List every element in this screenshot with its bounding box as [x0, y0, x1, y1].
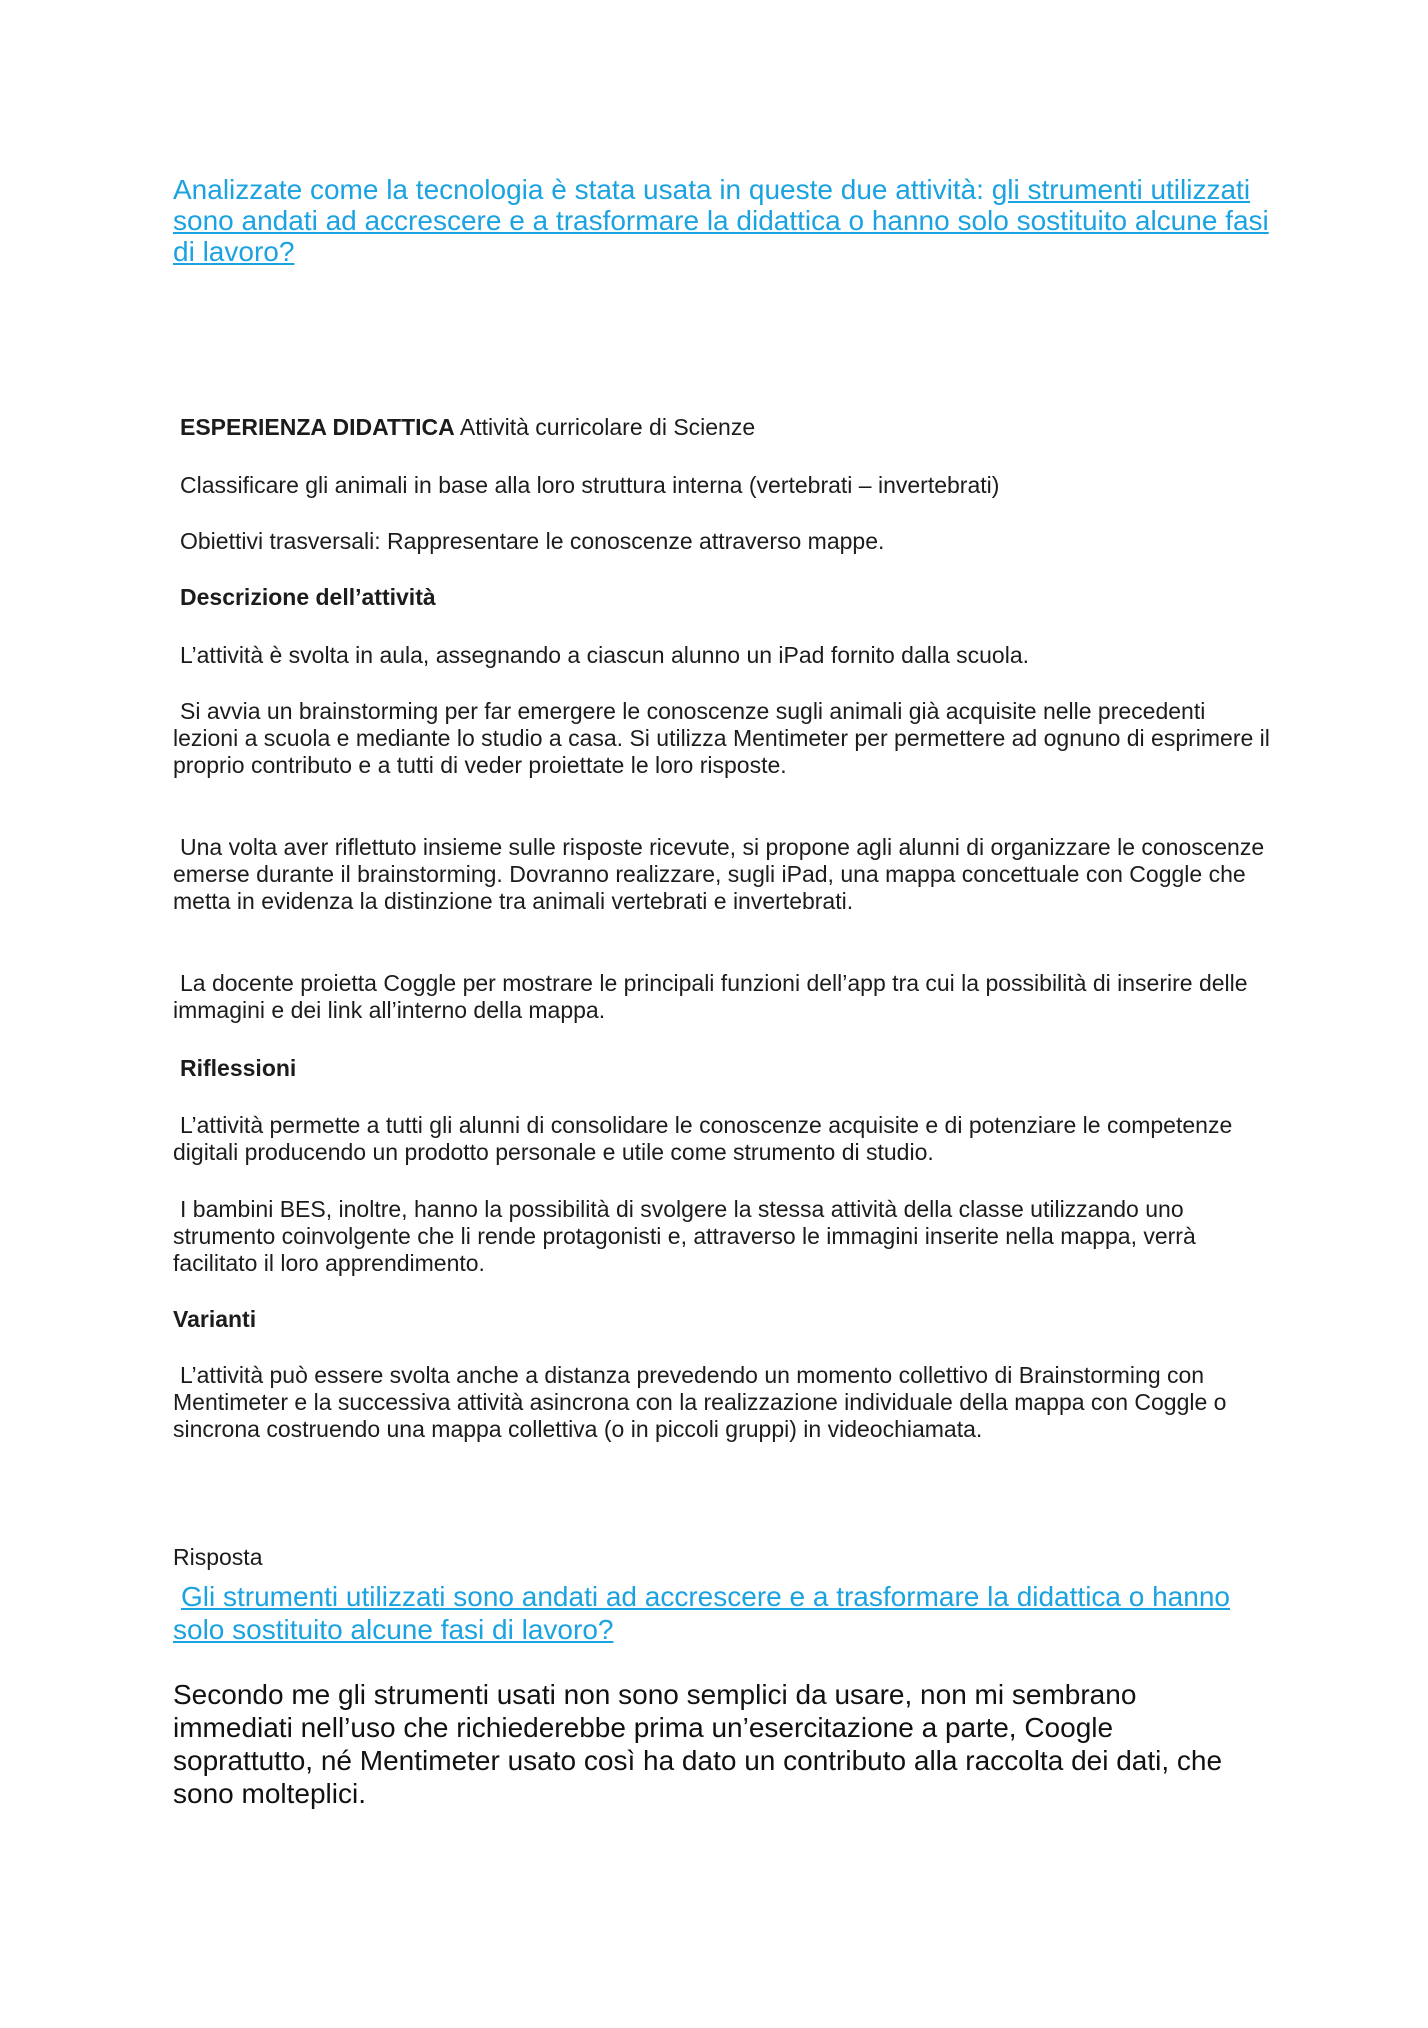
variants-paragraph: L’attività può essere svolta anche a distanza prevedendo un momento collettivo di Brainstorming con Mentimeter e la successiva attività asincrona con la realizzazione individuale della mappa con Coggle o sincrona costruendo una mappa collettiva (o in piccoli gruppi) in videochiamata. [173, 1362, 1227, 1442]
reflections-paragraph-2: I bambini BES, inoltre, hanno la possibilità di svolgere la stessa attività della classe utilizzando uno strumento coinvolgente che li rende protagonisti e, attraverso le immagini inserite nella mappa, verrà facilitato il loro apprendimento. [173, 1196, 1196, 1276]
description-paragraph-1: L’attività è svolta in aula, assegnando a ciascun alunno un iPad fornito dalla scuola. [180, 642, 1030, 668]
response-question-text[interactable]: Gli strumenti utilizzati sono andati ad accrescere e a trasformare la didattica o hanno solo sostituito alcune fasi di lavoro? [173, 1581, 1230, 1645]
experience-title: ESPERIENZA DIDATTICA [180, 414, 455, 440]
response-label: Risposta [173, 1544, 263, 1570]
question-intro: Analizzate come la tecnologia è stata usata in queste due attività: [173, 174, 992, 205]
question-link[interactable]: gli strumenti utilizzati sono andati ad accrescere e a trasformare la didattica o hanno solo sostituito alcune fasi di lavoro? [173, 174, 1269, 267]
response-question-link[interactable] [173, 1580, 1283, 1646]
variants-heading: Varianti [173, 1306, 257, 1332]
classify-line: Classificare gli animali in base alla loro struttura interna (vertebrati – invertebrati) [180, 472, 1000, 498]
objectives-line: Obiettivi trasversali: Rappresentare le conoscenze attraverso mappe. [180, 528, 885, 554]
description-heading: Descrizione dell’attività [180, 584, 436, 610]
reflections-paragraph-1: L’attività permette a tutti gli alunni di consolidare le conoscenze acquisite e di potenziare le competenze digitali producendo un prodotto personale e utile come strumento di studio. [173, 1112, 1233, 1165]
question-heading [173, 174, 1278, 267]
reflections-heading: Riflessioni [180, 1055, 297, 1081]
description-paragraph-3: Una volta aver riflettuto insieme sulle risposte ricevute, si propone agli alunni di organizzare le conoscenze emerse durante il brainstorming. Dovranno realizzare, sugli iPad, una mappa concettuale con Coggle che metta in evidenza la distinzione tra animali vertebrati e invertebrati. [173, 834, 1265, 914]
response-answer: Secondo me gli strumenti usati non sono semplici da usare, non mi sembrano immediati nell’uso che richiederebbe prima un’esercitazione a parte, Coogle soprattutto, né Mentimeter usato così ha dato un contributo alla raccolta dei dati, che sono molteplici. [173, 1679, 1223, 1809]
description-paragraph-4: La docente proietta Coggle per mostrare le principali funzioni dell’app tra cui la possibilità di inserire delle immagini e dei link all’interno della mappa. [173, 970, 1248, 1023]
experience-header [180, 414, 1280, 441]
description-paragraph-2: Si avvia un brainstorming per far emergere le conoscenze sugli animali già acquisite nelle precedenti lezioni a scuola e mediante lo studio a casa. Si utilizza Mentimeter per permettere ad ognuno di esprimere il proprio contributo e a tutti di veder proiettate le loro risposte. [173, 698, 1270, 778]
experience-subtitle: Attività curricolare di Scienze [454, 414, 756, 440]
